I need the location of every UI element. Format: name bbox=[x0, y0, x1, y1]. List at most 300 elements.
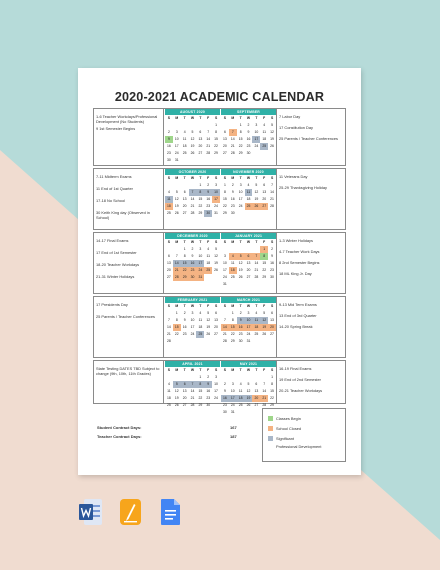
month-calendar bbox=[165, 361, 220, 409]
day-cell: 30 bbox=[270, 275, 274, 279]
day-cell: 4 bbox=[167, 382, 170, 386]
weekday-header: W bbox=[190, 304, 195, 308]
weekday-header: M bbox=[175, 116, 179, 120]
day-cell: 21 bbox=[190, 204, 195, 208]
day-cell: 16 bbox=[230, 197, 235, 201]
event-note: 19 End of 2nd Semester bbox=[279, 377, 321, 382]
day-cell: 25 bbox=[167, 403, 171, 407]
day-cell: 18 bbox=[237, 395, 245, 402]
weekday-header: F bbox=[207, 304, 210, 308]
legend-swatch bbox=[268, 426, 273, 431]
day-cell: 8 bbox=[175, 318, 178, 322]
weekday-header: W bbox=[190, 240, 195, 244]
day-cell: 12 bbox=[190, 137, 195, 141]
word-icon[interactable] bbox=[78, 497, 103, 527]
day-cell: 31 bbox=[223, 282, 227, 286]
day-cell: 30 bbox=[238, 339, 243, 343]
day-cell: 31 bbox=[214, 211, 218, 215]
left-notes bbox=[94, 169, 164, 229]
day-cell: 11 bbox=[245, 189, 253, 196]
legend bbox=[262, 408, 346, 462]
day-cell: 18 bbox=[198, 325, 203, 329]
day-cell: 29 bbox=[181, 274, 189, 281]
weekday-header: T bbox=[199, 176, 202, 180]
day-cell: 4 bbox=[229, 253, 237, 260]
day-cell: 22 bbox=[223, 204, 227, 208]
day-cell: 18 bbox=[252, 324, 260, 331]
day-cell: 22 bbox=[181, 267, 189, 274]
day-cell: 8 bbox=[215, 130, 218, 134]
day-cell: 28 bbox=[223, 339, 227, 343]
day-cell: 9 bbox=[237, 317, 245, 324]
day-cell: 13 bbox=[182, 197, 187, 201]
day-cell: 9 bbox=[271, 254, 274, 258]
day-cell: 17 bbox=[214, 389, 218, 393]
day-cell: 31 bbox=[230, 410, 235, 414]
empty-cell bbox=[165, 374, 173, 381]
event-note: 7-11 Midterm Exams bbox=[96, 174, 132, 179]
day-cell: 13 bbox=[223, 137, 227, 141]
right-notes bbox=[276, 361, 345, 403]
day-cell: 22 bbox=[262, 268, 267, 272]
day-cell: 6 bbox=[167, 254, 170, 258]
day-cell: 28 bbox=[167, 339, 171, 343]
weekday-header: T bbox=[199, 368, 202, 372]
day-cell: 22 bbox=[270, 396, 274, 400]
day-cell: 25 bbox=[238, 403, 243, 407]
day-cell: 20 bbox=[246, 268, 251, 272]
day-cell: 24 bbox=[214, 204, 218, 208]
weekday-header: M bbox=[175, 176, 179, 180]
weekday-header: S bbox=[270, 116, 274, 120]
day-cell: 14 bbox=[206, 137, 211, 141]
event-note: 14-17 Final Exams bbox=[96, 238, 129, 243]
day-cell: 23 bbox=[270, 268, 274, 272]
day-cell: 17 bbox=[174, 144, 179, 148]
day-cell: 27 bbox=[223, 151, 227, 155]
google-docs-icon[interactable] bbox=[158, 497, 183, 527]
day-cell: 21 bbox=[230, 144, 235, 148]
day-cell: 16 bbox=[182, 325, 187, 329]
day-cell: 18 bbox=[262, 137, 267, 141]
weekday-header: S bbox=[167, 304, 171, 308]
day-cell: 18 bbox=[206, 261, 211, 265]
weekday-header: W bbox=[246, 368, 251, 372]
day-cell: 14 bbox=[190, 389, 195, 393]
day-cell: 26 bbox=[174, 211, 179, 215]
day-cell: 16 bbox=[206, 197, 211, 201]
weekday-header: T bbox=[255, 304, 258, 308]
day-cell: 3 bbox=[255, 123, 258, 127]
weekday-header: M bbox=[231, 304, 235, 308]
day-cell: 29 bbox=[198, 211, 203, 215]
event-note: 13 End of 3rd Quarter bbox=[279, 313, 317, 318]
day-cell: 27 bbox=[254, 403, 259, 407]
day-cell: 9 bbox=[165, 136, 173, 143]
day-cell: 2 bbox=[207, 183, 210, 187]
weekday-header: T bbox=[255, 368, 258, 372]
day-cell: 9 bbox=[223, 389, 226, 393]
weekday-header: M bbox=[231, 368, 235, 372]
weekday-header: T bbox=[183, 368, 186, 372]
day-cell: 19 bbox=[254, 197, 259, 201]
day-cell: 14 bbox=[167, 325, 171, 329]
day-cell: 7 bbox=[252, 253, 260, 260]
weekday-header: S bbox=[167, 368, 171, 372]
day-cell: 17 bbox=[196, 260, 204, 267]
day-cell: 7 bbox=[167, 318, 170, 322]
legend-label: School Closed bbox=[276, 426, 302, 431]
day-cell: 4 bbox=[255, 311, 258, 315]
left-notes bbox=[94, 361, 164, 403]
day-cell: 23 bbox=[206, 204, 211, 208]
month-header: NOVEMBER 2020 bbox=[221, 169, 276, 175]
day-cell: 29 bbox=[223, 211, 227, 215]
day-cell: 19 bbox=[214, 261, 218, 265]
right-notes bbox=[276, 169, 345, 229]
weekday-header: W bbox=[246, 116, 251, 120]
weekday-header: S bbox=[214, 304, 218, 308]
empty-cell bbox=[165, 122, 173, 129]
day-cell: 28 bbox=[270, 204, 274, 208]
day-cell: 23 bbox=[246, 144, 251, 148]
day-cell: 5 bbox=[247, 382, 250, 386]
day-cell: 24 bbox=[174, 151, 179, 155]
page-title: 2020-2021 ACADEMIC CALENDAR bbox=[114, 90, 325, 104]
weekday-header: S bbox=[167, 116, 171, 120]
day-cell: 15 bbox=[198, 389, 203, 393]
event-note: 7 Labor Day bbox=[279, 114, 301, 119]
day-cell: 31 bbox=[174, 158, 179, 162]
day-cell: 1 bbox=[231, 311, 234, 315]
day-cell: 24 bbox=[196, 267, 204, 274]
event-note: 8 2nd Semester Begins bbox=[279, 260, 320, 265]
day-cell: 23 bbox=[238, 332, 243, 336]
day-cell: 9 bbox=[204, 189, 212, 196]
day-cell: 19 bbox=[190, 144, 195, 148]
month-calendar bbox=[221, 297, 276, 345]
day-cell: 2 bbox=[271, 247, 274, 251]
weekday-header: W bbox=[190, 368, 195, 372]
day-cell: 24 bbox=[246, 332, 251, 336]
weekday-header: F bbox=[263, 116, 266, 120]
weekday-header: S bbox=[270, 240, 274, 244]
weekday-header: T bbox=[183, 304, 186, 308]
day-cell: 14 bbox=[270, 190, 274, 194]
empty-cell bbox=[189, 122, 197, 129]
weekday-header: S bbox=[214, 176, 218, 180]
pages-icon[interactable] bbox=[118, 497, 143, 527]
right-notes bbox=[276, 233, 345, 293]
day-cell: 19 bbox=[270, 137, 274, 141]
day-cell: 25 bbox=[204, 267, 212, 274]
event-note: 11 Veterans Day bbox=[279, 174, 308, 179]
month-header: SEPTEMBER bbox=[221, 109, 276, 115]
day-cell: 5 bbox=[173, 381, 181, 388]
day-cell: 10 bbox=[230, 389, 235, 393]
left-notes bbox=[94, 297, 164, 357]
day-cell: 11 bbox=[198, 318, 203, 322]
day-cell: 10 bbox=[212, 189, 220, 196]
day-cell: 1 bbox=[199, 375, 202, 379]
day-cell: 17 bbox=[245, 324, 253, 331]
day-cell: 12 bbox=[270, 130, 274, 134]
day-cell: 13 bbox=[246, 261, 251, 265]
day-cell: 20 bbox=[182, 396, 187, 400]
day-cell: 10 bbox=[198, 254, 203, 258]
day-cell: 12 bbox=[260, 317, 268, 324]
day-cell: 3 bbox=[199, 247, 202, 251]
day-cell: 16 bbox=[221, 395, 229, 402]
day-cell: 18 bbox=[165, 203, 173, 210]
event-note: 20-21 Teacher Workdays bbox=[279, 388, 323, 393]
day-cell: 21 bbox=[270, 197, 274, 201]
day-cell: 6 bbox=[215, 311, 218, 315]
contract-label: Teacher Contract Days: bbox=[97, 434, 142, 439]
day-cell: 5 bbox=[175, 190, 178, 194]
day-cell: 10 bbox=[223, 261, 227, 265]
empty-cell bbox=[221, 246, 229, 253]
day-cell: 25 bbox=[254, 332, 259, 336]
day-cell: 20 bbox=[223, 144, 227, 148]
day-cell: 28 bbox=[254, 275, 259, 279]
month-header: FEBRUARY 2021 bbox=[165, 297, 220, 303]
weekday-header: T bbox=[239, 304, 242, 308]
day-cell: 26 bbox=[270, 144, 274, 148]
day-cell: 8 bbox=[260, 253, 268, 260]
event-note: 17 Constitution Day bbox=[279, 125, 313, 130]
weekday-header: S bbox=[214, 240, 218, 244]
day-cell: 22 bbox=[214, 144, 218, 148]
empty-cell bbox=[165, 182, 173, 189]
empty-cell bbox=[189, 374, 197, 381]
day-cell: 6 bbox=[255, 382, 258, 386]
day-cell: 25 bbox=[182, 151, 187, 155]
day-cell: 25 bbox=[230, 275, 235, 279]
weekday-header: T bbox=[239, 116, 242, 120]
event-note: 9-13 Mid Term Exams bbox=[279, 302, 317, 307]
day-cell: 2 bbox=[191, 247, 194, 251]
day-cell: 16 bbox=[189, 260, 197, 267]
calendar-row bbox=[93, 296, 346, 358]
day-cell: 2 bbox=[167, 130, 170, 134]
day-cell: 12 bbox=[214, 254, 218, 258]
weekday-header: T bbox=[255, 240, 258, 244]
month-header: APRIL 2021 bbox=[165, 361, 220, 367]
empty-cell bbox=[196, 122, 204, 129]
day-cell: 11 bbox=[182, 137, 187, 141]
day-cell: 8 bbox=[183, 254, 186, 258]
month-header: AUGUST 2020 bbox=[165, 109, 220, 115]
day-cell: 3 bbox=[215, 183, 218, 187]
day-cell: 29 bbox=[262, 275, 267, 279]
day-cell: 27 bbox=[198, 151, 203, 155]
event-note: 17-18 No School bbox=[96, 198, 125, 203]
day-cell: 1 bbox=[239, 123, 242, 127]
day-cell: 15 bbox=[173, 324, 181, 331]
empty-cell bbox=[165, 246, 173, 253]
weekday-header: F bbox=[263, 176, 266, 180]
day-cell: 6 bbox=[245, 253, 253, 260]
empty-cell bbox=[229, 246, 237, 253]
day-cell: 27 bbox=[182, 211, 187, 215]
event-note: 14-20 Spring Break bbox=[279, 324, 313, 329]
day-cell: 28 bbox=[262, 403, 267, 407]
day-cell: 15 bbox=[262, 261, 267, 265]
empty-cell bbox=[165, 310, 173, 317]
weekday-header: F bbox=[207, 368, 210, 372]
day-cell: 10 bbox=[214, 382, 218, 386]
empty-cell bbox=[173, 122, 181, 129]
event-note: 18 ML King Jr. Day bbox=[279, 271, 312, 276]
day-cell: 22 bbox=[174, 332, 179, 336]
day-cell: 21 bbox=[173, 267, 181, 274]
day-cell: 30 bbox=[246, 151, 251, 155]
day-cell: 21 bbox=[206, 144, 211, 148]
weekday-header: T bbox=[255, 116, 258, 120]
day-cell: 4 bbox=[239, 382, 242, 386]
empty-cell bbox=[221, 122, 229, 129]
day-cell: 9 bbox=[204, 381, 212, 388]
day-cell: 19 bbox=[260, 324, 268, 331]
month-calendar bbox=[221, 169, 276, 217]
day-cell: 6 bbox=[263, 183, 266, 187]
day-cell: 27 bbox=[182, 403, 187, 407]
event-note: 25 Parents / Teacher Conferences bbox=[96, 314, 155, 319]
day-cell: 3 bbox=[191, 311, 194, 315]
weekday-header: M bbox=[231, 176, 235, 180]
contract-value: 167 bbox=[230, 425, 237, 430]
empty-cell bbox=[173, 246, 181, 253]
empty-cell bbox=[245, 374, 253, 381]
day-cell: 1 bbox=[175, 311, 178, 315]
day-cell: 30 bbox=[230, 211, 235, 215]
day-cell: 30 bbox=[223, 410, 227, 414]
day-cell: 7 bbox=[229, 129, 237, 136]
weekday-header: W bbox=[246, 176, 251, 180]
weekday-header: S bbox=[223, 240, 227, 244]
weekday-header: M bbox=[175, 368, 179, 372]
day-cell: 15 bbox=[229, 324, 237, 331]
day-cell: 14 bbox=[190, 197, 195, 201]
day-cell: 23 bbox=[206, 396, 211, 400]
day-cell: 7 bbox=[223, 318, 226, 322]
day-cell: 15 bbox=[223, 197, 227, 201]
day-cell: 20 bbox=[167, 268, 171, 272]
day-cell: 21 bbox=[223, 332, 227, 336]
day-cell: 24 bbox=[223, 275, 227, 279]
day-cell: 11 bbox=[206, 254, 210, 258]
day-cell: 6 bbox=[199, 130, 202, 134]
weekday-header: F bbox=[207, 176, 210, 180]
weekday-header: S bbox=[214, 368, 218, 372]
empty-cell bbox=[173, 182, 181, 189]
day-cell: 27 bbox=[260, 203, 268, 210]
day-cell: 14 bbox=[262, 389, 267, 393]
day-cell: 20 bbox=[252, 395, 260, 402]
contract-label: Student Contract Days: bbox=[97, 425, 142, 430]
day-cell: 5 bbox=[237, 253, 245, 260]
day-cell: 13 bbox=[182, 389, 187, 393]
day-cell: 10 bbox=[174, 137, 179, 141]
day-cell: 18 bbox=[229, 267, 237, 274]
day-cell: 1 bbox=[199, 183, 202, 187]
weekday-header: S bbox=[270, 176, 274, 180]
day-cell: 13 bbox=[214, 318, 218, 322]
day-cell: 16 bbox=[270, 261, 274, 265]
right-notes bbox=[276, 109, 345, 165]
day-cell: 27 bbox=[214, 332, 218, 336]
weekday-header: S bbox=[214, 116, 218, 120]
day-cell: 20 bbox=[198, 144, 203, 148]
day-cell: 2 bbox=[231, 183, 234, 187]
day-cell: 6 bbox=[223, 130, 226, 134]
day-cell: 9 bbox=[247, 130, 250, 134]
event-note: 9 1st Semester Begins bbox=[96, 126, 136, 131]
weekday-header: T bbox=[199, 304, 202, 308]
day-cell: 17 bbox=[252, 136, 260, 143]
day-cell: 21 bbox=[167, 332, 171, 336]
day-cell: 26 bbox=[262, 332, 267, 336]
day-cell: 17 bbox=[190, 325, 195, 329]
day-cell: 17 bbox=[229, 395, 237, 402]
day-cell: 20 bbox=[268, 324, 276, 331]
day-cell: 11 bbox=[262, 130, 266, 134]
day-cell: 14 bbox=[173, 260, 181, 267]
day-cell: 7 bbox=[189, 189, 197, 196]
day-cell: 6 bbox=[183, 190, 186, 194]
weekday-header: S bbox=[167, 176, 171, 180]
day-cell: 30 bbox=[189, 274, 197, 281]
empty-cell bbox=[221, 374, 229, 381]
weekday-header: S bbox=[167, 240, 171, 244]
day-cell: 8 bbox=[231, 318, 234, 322]
day-cell: 29 bbox=[270, 403, 274, 407]
weekday-header: F bbox=[263, 368, 266, 372]
contract-value: 187 bbox=[230, 434, 237, 439]
day-cell: 11 bbox=[165, 196, 173, 203]
day-cell: 23 bbox=[182, 332, 187, 336]
day-cell: 20 bbox=[262, 197, 267, 201]
event-note: 25-29 Thanksgiving Holiday bbox=[279, 185, 327, 190]
calendar-row bbox=[93, 168, 346, 230]
event-note: 21-31 Winter Holidays bbox=[96, 274, 135, 279]
day-cell: 23 bbox=[189, 267, 197, 274]
day-cell: 5 bbox=[263, 311, 266, 315]
day-cell: 3 bbox=[223, 254, 226, 258]
empty-cell bbox=[189, 182, 197, 189]
empty-cell bbox=[181, 182, 189, 189]
day-cell: 19 bbox=[238, 268, 243, 272]
weekday-header: M bbox=[231, 240, 235, 244]
day-cell: 1 bbox=[223, 183, 226, 187]
weekday-header: F bbox=[263, 304, 266, 308]
day-cell: 29 bbox=[238, 151, 243, 155]
day-cell: 15 bbox=[270, 389, 274, 393]
month-calendar bbox=[165, 233, 220, 281]
weekday-header: S bbox=[270, 304, 274, 308]
day-cell: 12 bbox=[206, 318, 211, 322]
day-cell: 4 bbox=[167, 190, 170, 194]
day-cell: 20 bbox=[214, 325, 218, 329]
day-cell: 6 bbox=[271, 311, 274, 315]
month-calendar bbox=[165, 109, 220, 164]
empty-cell bbox=[173, 374, 181, 381]
day-cell: 30 bbox=[167, 158, 171, 162]
weekday-header: T bbox=[183, 116, 186, 120]
month-calendar bbox=[221, 109, 276, 157]
empty-cell bbox=[237, 246, 245, 253]
